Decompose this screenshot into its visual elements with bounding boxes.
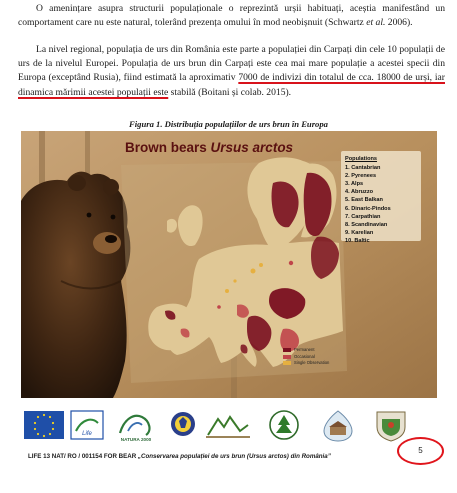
footer-project-title: „Conservarea populației de urs brun (Ursus arctos) din România” — [137, 453, 331, 460]
paragraph-regional-population — [18, 43, 445, 100]
swatch-occasional — [283, 355, 291, 359]
natura-logo-text: NATURA 2000 — [120, 437, 152, 442]
paragraph1-end: 2006). — [385, 17, 413, 29]
paragraph1-text: O amenințare asupra structurii populaționale o reprezintă urșii habituați, aceștia manifestând un comportament care nu este natural, tolerând prezența omului în mod neobișnuit (Schwartz — [18, 3, 445, 29]
key-label: Permanent — [294, 347, 315, 352]
map-title-species: Ursus arctos — [210, 140, 294, 155]
legend-item: 2. Pyrenees — [345, 173, 377, 180]
swatch-single — [283, 361, 291, 365]
ministry-seal-icon — [166, 409, 200, 443]
map-title — [125, 140, 293, 155]
presence-key — [283, 347, 329, 367]
forest-agency-icon — [266, 409, 302, 445]
swatch-permanent — [283, 348, 291, 352]
project-footer — [28, 453, 331, 460]
key-label: Occasional — [294, 353, 315, 359]
bear-distribution-figure — [21, 131, 437, 398]
footer-project-code: LIFE 13 NAT/ RO / 001154 FOR BEAR — [28, 453, 138, 460]
partner-hunting-icon — [204, 409, 252, 443]
bear-photo — [21, 172, 130, 398]
legend-item: 1. Cantabrian — [345, 165, 381, 172]
paragraph1-et-al: et al. — [366, 17, 386, 29]
legend-item: 7. Carpathian — [345, 213, 381, 220]
map-title-common: Brown bears — [125, 140, 211, 155]
partner-logos — [22, 409, 440, 445]
life-logo-icon — [70, 409, 104, 441]
key-label: Single Observation — [294, 360, 330, 366]
legend-heading: Populations — [345, 156, 378, 162]
populations-legend — [345, 155, 391, 245]
paragraph-habituated-bears — [18, 2, 445, 30]
key-row — [283, 354, 329, 361]
eu-flag-icon — [24, 409, 64, 441]
paragraph2-text-a: La nivel regional, populația de urs din România este parte a populației din Carpați din cele 10 populații de urs de la nivelul Europei. Populația de urs brun din Carpați este cea mai mare populație a acestei specii din Europa (exceptând Rusia), fiind estimată la aproximativ — [18, 44, 445, 84]
legend-item: 6. Dinaric-Pindos — [345, 205, 391, 212]
paragraph2-text-b: stabilă (Boitani și colab. 2015). — [168, 86, 292, 98]
legend-item: 3. Alps — [345, 181, 364, 188]
legend-item: 10. Baltic — [345, 237, 370, 244]
legend-item: 5. East Balkan — [345, 197, 383, 204]
legend-item: 4. Abruzzo — [345, 189, 374, 196]
page-number: 5 — [418, 446, 423, 455]
natura-2000-icon — [116, 409, 156, 443]
legend-item: 8. Scandinavian — [345, 221, 388, 228]
figure-caption: Figura 1. Distribuția populațiilor de urs brun în Europa — [129, 119, 328, 129]
key-row — [283, 360, 329, 367]
key-row — [283, 347, 329, 354]
park-logo-icon — [318, 409, 358, 443]
paragraph2-underlined: 7000 de indivizi din totalul de cca. 18000 de urși, iar dinamica mărimii acestei populații este — [18, 72, 445, 98]
legend-item: 9. Karelian — [345, 229, 374, 236]
life-logo-text: Life — [82, 431, 92, 437]
